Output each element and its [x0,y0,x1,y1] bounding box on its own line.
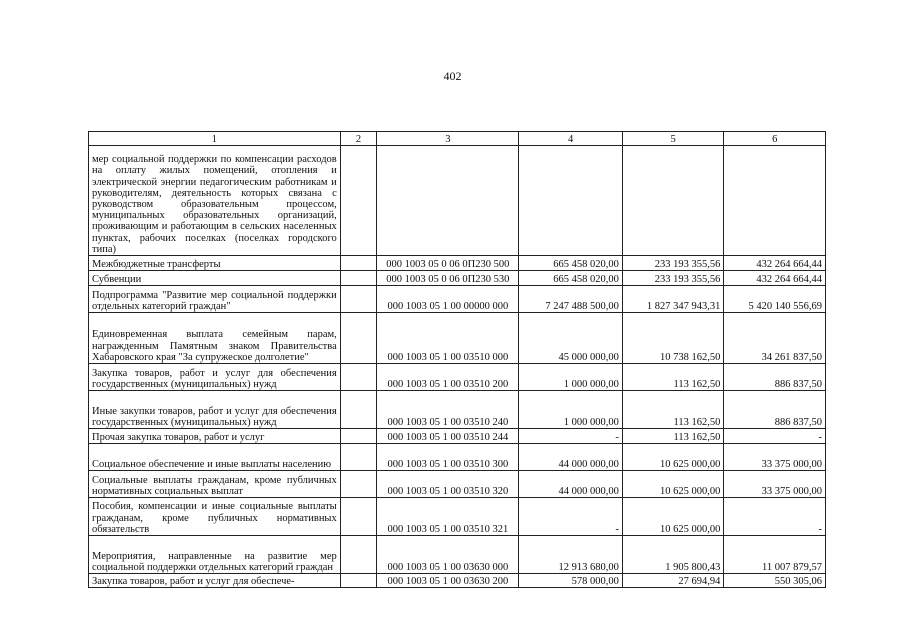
row-name: мер социальной поддержки по компенсации расходов на оплату жилых помещений, отопления и электрической энергии педагогическим работникам и руководителям, деятельность которых связана с руководством образовательным процессом, муниципальных образовательных организаций, проживающим и работающим в сельских населенных пунктах, рабочих поселках (поселках городского типа) [89,146,341,256]
row-code [377,146,519,256]
row-col2 [340,364,377,391]
table-row [89,146,826,256]
row-name: Подпрограмма "Развитие мер социальной поддержки отдельных категорий граждан" [89,286,341,313]
row-value-col5: 233 193 355,56 [622,271,724,286]
row-code: 000 1003 05 0 06 0П230 500 [377,256,519,271]
table-header-row [89,132,826,146]
table-row [89,256,826,271]
row-value-col5: 10 625 000,00 [622,471,724,498]
row-value-col4: - [519,429,623,444]
row-name: Пособия, компенсации и иные социальные выплаты гражданам, кроме публичных нормативных обязательств [89,498,341,536]
row-value-col4: 12 913 680,00 [519,536,623,574]
row-code: 000 1003 05 1 00 03630 000 [377,536,519,574]
row-value-col6: 886 837,50 [724,391,826,429]
table-row [89,444,826,471]
row-value-col6: - [724,429,826,444]
row-code: 000 1003 05 1 00 03630 200 [377,574,519,588]
row-value-col6: 11 007 879,57 [724,536,826,574]
row-value-col5: 1 905 800,43 [622,536,724,574]
row-value-col6: 33 375 000,00 [724,444,826,471]
column-header: 4 [519,132,623,146]
row-value-col4: 1 000 000,00 [519,391,623,429]
row-col2 [340,256,377,271]
row-col2 [340,574,377,588]
row-name: Субвенции [89,271,341,286]
row-value-col4: 45 000 000,00 [519,313,623,364]
row-value-col4 [519,146,623,256]
table-row [89,498,826,536]
row-value-col5: 233 193 355,56 [622,256,724,271]
table-row [89,286,826,313]
row-value-col5: 10 625 000,00 [622,444,724,471]
row-name: Иные закупки товаров, работ и услуг для обеспечения государственных (муниципальных) нужд [89,391,341,429]
row-value-col6 [724,146,826,256]
row-value-col5: 113 162,50 [622,429,724,444]
table-row [89,574,826,588]
table-row [89,391,826,429]
column-header: 2 [340,132,377,146]
table-row [89,471,826,498]
row-name: Закупка товаров, работ и услуг для обеспече- [89,574,341,588]
table-row [89,313,826,364]
row-value-col6: 33 375 000,00 [724,471,826,498]
table-row [89,536,826,574]
column-header: 5 [622,132,724,146]
row-name: Мероприятия, направленные на развитие мер социальной поддержки отдельных категорий граждан [89,536,341,574]
row-value-col5: 113 162,50 [622,391,724,429]
row-value-col5: 10 625 000,00 [622,498,724,536]
row-col2 [340,271,377,286]
row-value-col6: 886 837,50 [724,364,826,391]
row-code: 000 1003 05 1 00 03510 321 [377,498,519,536]
row-value-col5 [622,146,724,256]
row-name: Прочая закупка товаров, работ и услуг [89,429,341,444]
row-code: 000 1003 05 1 00 03510 300 [377,444,519,471]
row-value-col6: 5 420 140 556,69 [724,286,826,313]
row-name: Единовременная выплата семейным парам, награжденным Памятным знаком Правительства Хабаровского края "За супружеское долголетие" [89,313,341,364]
row-col2 [340,146,377,256]
column-header: 1 [89,132,341,146]
row-code: 000 1003 05 1 00 03510 320 [377,471,519,498]
row-value-col5: 113 162,50 [622,364,724,391]
row-code: 000 1003 05 1 00 03510 244 [377,429,519,444]
column-header: 6 [724,132,826,146]
row-value-col5: 27 694,94 [622,574,724,588]
row-name: Закупка товаров, работ и услуг для обеспечения государственных (муниципальных) нужд [89,364,341,391]
row-value-col4: 1 000 000,00 [519,364,623,391]
row-code: 000 1003 05 1 00 03510 000 [377,313,519,364]
row-value-col6: 432 264 664,44 [724,271,826,286]
row-value-col4: 44 000 000,00 [519,471,623,498]
row-name: Межбюджетные трансферты [89,256,341,271]
row-col2 [340,313,377,364]
row-col2 [340,286,377,313]
row-value-col4: 665 458 020,00 [519,271,623,286]
row-value-col4: - [519,498,623,536]
page-number: 402 [443,69,462,83]
row-value-col4: 665 458 020,00 [519,256,623,271]
row-col2 [340,444,377,471]
row-code: 000 1003 05 1 00 03510 240 [377,391,519,429]
column-header: 3 [377,132,519,146]
row-value-col6: 34 261 837,50 [724,313,826,364]
row-col2 [340,429,377,444]
row-code: 000 1003 05 0 06 0П230 530 [377,271,519,286]
row-value-col4: 7 247 488 500,00 [519,286,623,313]
row-col2 [340,498,377,536]
row-value-col5: 10 738 162,50 [622,313,724,364]
row-col2 [340,391,377,429]
row-value-col4: 44 000 000,00 [519,444,623,471]
row-col2 [340,536,377,574]
row-name: Социальное обеспечение и иные выплаты населению [89,444,341,471]
row-value-col5: 1 827 347 943,31 [622,286,724,313]
budget-table [88,131,826,588]
table-row [89,271,826,286]
row-name: Социальные выплаты гражданам, кроме публичных нормативных социальных выплат [89,471,341,498]
row-value-col4: 578 000,00 [519,574,623,588]
row-col2 [340,471,377,498]
row-code: 000 1003 05 1 00 00000 000 [377,286,519,313]
row-value-col6: 550 305,06 [724,574,826,588]
row-value-col6: 432 264 664,44 [724,256,826,271]
table-row [89,364,826,391]
table-row [89,429,826,444]
row-value-col6: - [724,498,826,536]
row-code: 000 1003 05 1 00 03510 200 [377,364,519,391]
